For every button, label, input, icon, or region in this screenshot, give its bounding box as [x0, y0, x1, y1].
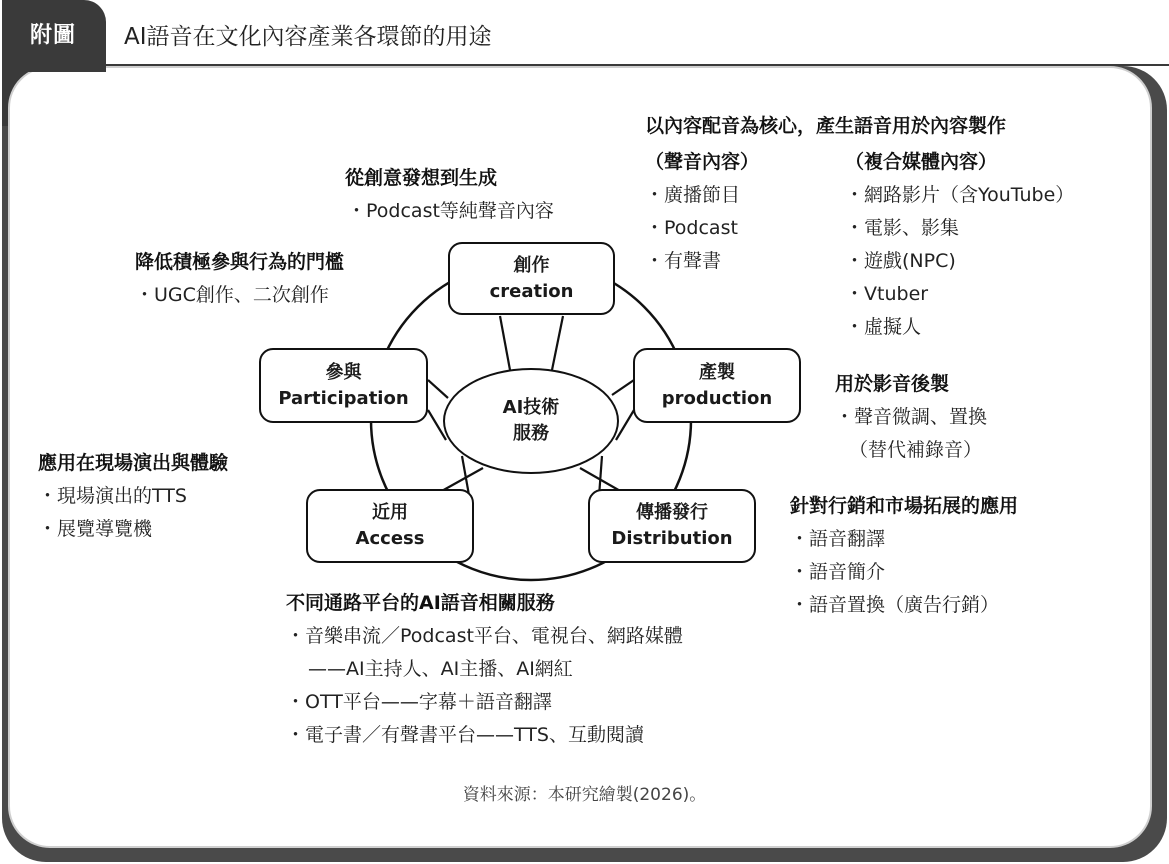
node-production-en: production — [661, 387, 773, 409]
spoke-participation — [428, 380, 448, 398]
node-creation-zh: 創作 — [513, 254, 550, 276]
participation-note-item: ・ UGC創作、二次創作 — [135, 279, 344, 312]
figure-tab-label: 附圖 — [30, 23, 77, 48]
node-creation — [448, 242, 615, 315]
audio-content-heading: （聲音內容） — [645, 151, 760, 173]
live-block — [38, 447, 228, 546]
node-production-zh: 產製 — [699, 361, 735, 383]
creation-note-item: ・ Podcast等純聲音內容 — [345, 195, 554, 228]
marketing-heading: 針對行銷和市場拓展的應用 — [790, 495, 1019, 517]
node-participation-en: Participation — [278, 387, 409, 409]
center-line1: AI技術 — [502, 397, 560, 418]
multimedia-content-block — [845, 146, 1074, 344]
dubbing-block — [645, 110, 1006, 143]
participation-note — [135, 246, 344, 312]
node-access-en: Access — [355, 528, 425, 549]
channels-item: ・ 電子書／有聲書平台——TTS、互動閱讀 — [286, 719, 683, 752]
dubbing-heading: 以內容配音為核心，產生語音用於內容製作 — [645, 115, 1007, 137]
creation-note — [345, 162, 554, 228]
node-creation-en: creation — [489, 280, 574, 302]
node-access — [306, 489, 474, 563]
channels-item: ・ OTT平台——字幕＋語音翻譯 — [286, 686, 683, 719]
figure-title: AI語音在文化內容產業各環節的用途 — [124, 24, 492, 50]
center-node — [443, 368, 619, 474]
postproduction-sub: （替代補錄音） — [849, 439, 983, 461]
center-line2: 服務 — [513, 423, 549, 444]
spoke-creation — [500, 316, 510, 370]
live-item: ・ 展覽導覽機 — [38, 513, 228, 546]
channels-item: ・ 音樂串流／Podcast平台、電視台、網路媒體 — [286, 620, 683, 653]
spoke-creation-b — [552, 316, 563, 370]
postproduction-block — [835, 368, 987, 467]
channels-heading: 不同通路平台的AI語音相關服務 — [286, 592, 555, 614]
channels-item-cont: ——AI主持人、AI主播、AI網紅 — [308, 658, 573, 680]
node-participation — [259, 348, 428, 423]
marketing-item: ・ 語音翻譯 — [790, 523, 1018, 556]
source-note: 資料來源：本研究繪製(2026)。 — [462, 785, 707, 805]
multimedia-item: ・ Vtuber — [845, 278, 1074, 311]
node-distribution — [588, 489, 756, 563]
node-production — [633, 348, 801, 423]
audio-item: ・ 有聲書 — [645, 245, 759, 278]
multimedia-item: ・ 遊戲(NPC) — [845, 245, 1074, 278]
audio-item: ・ Podcast — [645, 212, 759, 245]
node-distribution-zh: 傳播發行 — [636, 502, 708, 523]
spoke-production — [612, 380, 634, 395]
participation-note-heading: 降低積極參與行為的門檻 — [135, 251, 345, 273]
node-distribution-en: Distribution — [611, 528, 733, 549]
audio-content-block — [645, 146, 759, 278]
node-participation-zh: 參與 — [325, 361, 362, 383]
live-heading: 應用在現場演出與體驗 — [38, 452, 229, 474]
channels-block — [286, 587, 683, 752]
marketing-item: ・ 語音簡介 — [790, 556, 1018, 589]
multimedia-content-heading: （複合媒體內容） — [845, 151, 998, 173]
node-access-zh: 近用 — [372, 502, 408, 523]
audio-item: ・ 廣播節目 — [645, 179, 759, 212]
multimedia-item: ・ 電影、影集 — [845, 212, 1074, 245]
creation-note-heading: 從創意發想到生成 — [345, 167, 498, 189]
multimedia-item: ・ 虛擬人 — [845, 311, 1074, 344]
postproduction-heading: 用於影音後製 — [835, 373, 950, 395]
marketing-block — [790, 490, 1018, 622]
multimedia-item: ・ 網路影片（含YouTube） — [845, 179, 1074, 212]
postproduction-item: ・ 聲音微調、置換 — [835, 401, 987, 434]
live-item: ・ 現場演出的TTS — [38, 480, 228, 513]
marketing-item: ・ 語音置換（廣告行銷） — [790, 589, 1018, 622]
